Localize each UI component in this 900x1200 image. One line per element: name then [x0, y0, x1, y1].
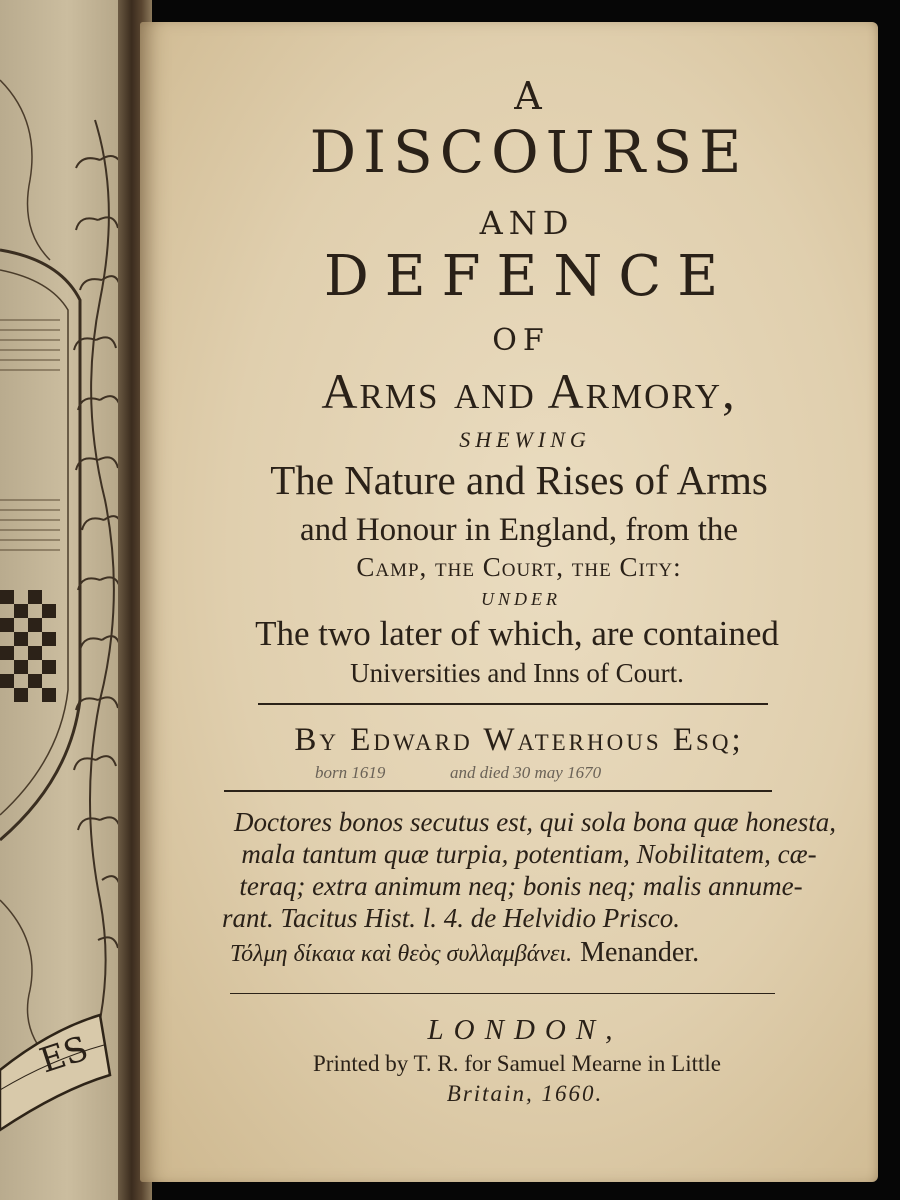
subtitle-honour: and Honour in England, from the — [299, 512, 739, 548]
greek-quote-line — [230, 937, 699, 969]
epigraph-line-2: mala tantum quæ turpia, potentiam, Nobilitatem, cæ- — [241, 839, 817, 869]
manuscript-died: and died 30 may 1670 — [450, 763, 602, 782]
epigraph-line-3: teraq; extra animum neq; bonis neq; malis annume- — [239, 871, 803, 901]
rule-bottom — [224, 790, 772, 792]
epigraph-line-4: rant. Tacitus Hist. l. 4. de Helvidio Prisco. — [222, 903, 680, 933]
subtitle-two-later: The two later of which, are contained — [255, 614, 779, 653]
greek-attribution: Menander. — [580, 937, 700, 968]
author-line: By Edward Waterhous Esq; — [294, 722, 744, 758]
subtitle-nature: The Nature and Rises of Arms — [270, 457, 768, 503]
imprint-line-2: Britain, 1660. — [446, 1081, 604, 1106]
title-of: OF — [492, 323, 550, 358]
subtitle-under: UNDER — [481, 589, 561, 609]
title-shewing: SHEWING — [459, 427, 591, 452]
title-discourse: DISCOURSE — [309, 118, 749, 186]
banner-text: ES — [34, 1028, 94, 1082]
title-defence: DEFENCE — [323, 244, 735, 309]
greek-quote: Τόλμη δίκαια καὶ θεὸς συλλαμβάνει. — [230, 941, 573, 967]
title-and: AND — [479, 204, 575, 242]
title-a: A — [514, 74, 544, 118]
manuscript-born: born 1619 — [315, 763, 386, 782]
title-arms-and-armory: Arms and Armory, — [321, 363, 737, 419]
subtitle-camp: Camp, the Court, the City: — [356, 552, 682, 582]
imprint-city: LONDON, — [427, 1014, 623, 1046]
imprint-line-1: Printed by T. R. for Samuel Mearne in Little — [313, 1051, 721, 1076]
subtitle-universities: Universities and Inns of Court. — [350, 658, 684, 688]
rule-imprint — [230, 993, 775, 994]
epigraph-line-1: Doctores bonos secutus est, qui sola bona quæ honesta, — [234, 807, 836, 837]
title-page — [140, 22, 878, 1182]
rule-top — [258, 703, 768, 705]
